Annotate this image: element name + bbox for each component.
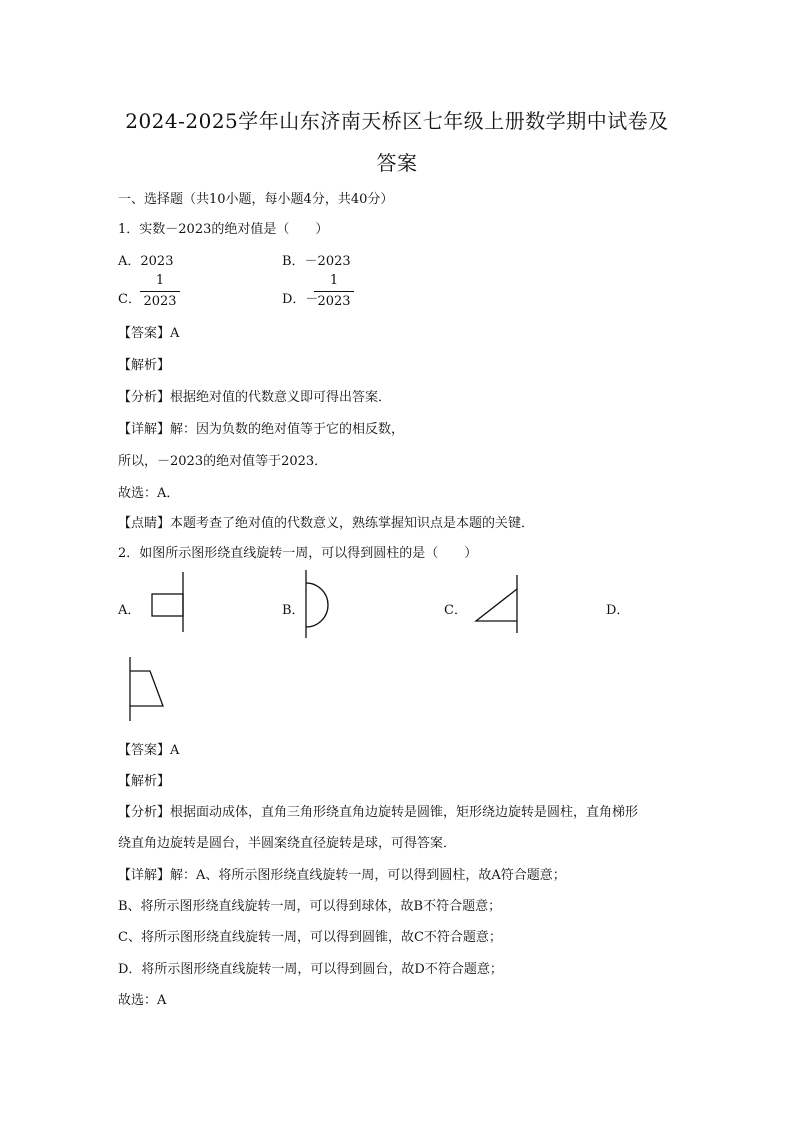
q2-option-d-label: D．: [606, 603, 630, 618]
q1-fenxi: 【分析】根据绝对值的代数意义即可得出答案．: [118, 390, 392, 405]
q1-choose: 故选：A．: [118, 486, 180, 501]
q2-option-c-triangle-figure: [470, 575, 525, 635]
q2-stem: 2．如图所示图形绕直线旋转一周，可以得到圆柱的是（ ）: [118, 546, 478, 561]
q1-option-d-fraction-bar: [314, 291, 354, 292]
q1-detail-2: 所以，－2023的绝对值等于2023．: [118, 454, 328, 469]
q1-option-c-label: C．: [118, 292, 141, 307]
q1-comment: 【点睛】本题考查了绝对值的代数意义，熟练掌握知识点是本题的关键．: [118, 516, 535, 531]
q1-option-d-label: D．－: [282, 292, 319, 307]
q2-option-c-label: C．: [444, 603, 467, 618]
q2-fenxi-1: 【分析】根据面动成体，直角三角形绕直角边旋转是圆锥，矩形绕边旋转是圆柱，直角梯形: [118, 805, 639, 820]
section-heading: 一、选择题（共10小题，每小题4分，共40分）: [118, 192, 394, 207]
q1-option-a: A．2023: [118, 254, 174, 269]
q1-option-d-fraction: [314, 273, 354, 310]
q1-option-d-numerator: 1: [329, 273, 339, 288]
q2-detail-4: D．将所示图形绕直线旋转一周，可以得到圆台，故D不符合题意；: [118, 962, 503, 977]
q1-option-c-numerator: 1: [155, 273, 165, 288]
q2-analysis-heading: 【解析】: [118, 774, 171, 789]
q2-detail-2: B、将所示图形绕直线旋转一周，可以得到球体，故B不符合题意；: [118, 899, 502, 914]
doc-title-line1: 2024-2025学年山东济南天桥区七年级上册数学期中试卷及: [125, 109, 669, 133]
q1-option-c-denominator: 2023: [143, 294, 177, 309]
q1-option-c-fraction-bar: [140, 291, 180, 292]
q2-option-d-trapezoid-figure: [124, 655, 174, 723]
q2-option-b-semicircle-figure: [300, 570, 340, 640]
q2-detail-3: C、将所示图形绕直线旋转一周，可以得到圆锥，故C不符合题意；: [118, 930, 502, 945]
q2-option-a-rectangle-figure: [140, 570, 190, 634]
doc-title-line2: 答案: [376, 151, 418, 175]
q1-stem: 1．实数－2023的绝对值是（ ）: [118, 222, 329, 237]
q1-analysis-heading: 【解析】: [118, 358, 171, 373]
q1-option-b: B．－2023: [282, 254, 351, 269]
q2-option-b-label: B．: [282, 603, 305, 618]
q2-detail-1: 【详解】解：A、将所示图形绕直线旋转一周，可以得到圆柱，故A符合题意；: [118, 868, 566, 883]
q2-answer: 【答案】A: [118, 743, 180, 758]
q1-detail-1: 【详解】解：因为负数的绝对值等于它的相反数，: [118, 422, 405, 437]
q2-fenxi-2: 绕直角边旋转是圆台，半圆案绕直径旋转是球，可得答案．: [118, 836, 457, 851]
q1-option-c-fraction: [140, 273, 180, 310]
q2-choose: 故选：A: [118, 993, 167, 1008]
q1-answer: 【答案】A: [118, 326, 180, 341]
q2-option-a-label: A．: [118, 603, 141, 618]
q1-option-d-denominator: 2023: [317, 294, 351, 309]
